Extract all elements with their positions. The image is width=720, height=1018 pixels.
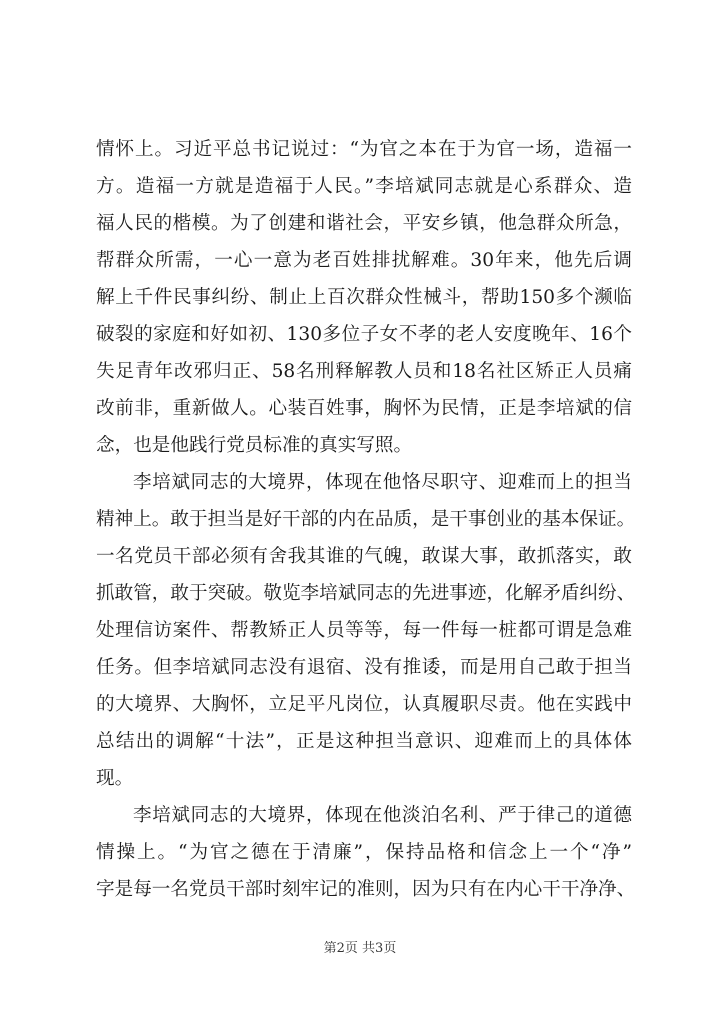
text-line: 字是每一名党员干部时刻牢记的准则，因为只有在内心干干净净、 — [96, 879, 636, 900]
document-body — [96, 136, 636, 913]
text-line: 方。造福一方就是造福于人民。”李培斌同志就是心系群众、造 — [96, 176, 632, 197]
text-line: 情操上。“为官之德在于清廉”，保持品格和信念上一个“净” — [96, 842, 632, 863]
text-line: 帮群众所需，一心一意为老百姓排扰解难。30年来，他先后调 — [96, 250, 632, 271]
text-line: 任务。但李培斌同志没有退宿、没有推诿，而是用自己敢于担当 — [96, 657, 632, 678]
text-line: 情怀上。习近平总书记说过：“为官之本在于为官一场，造福一 — [96, 139, 632, 160]
text-line: 的大境界、大胸怀，立足平凡岗位，认真履职尽责。他在实践中 — [96, 694, 632, 715]
text-line: 精神上。敢于担当是好干部的内在品质，是干事创业的基本保证。 — [96, 509, 636, 530]
text-line: 念，也是他践行党员标准的真实写照。 — [96, 435, 413, 456]
text-line: 总结出的调解“十法”，正是这种担当意识、迎难而上的具体体 — [96, 731, 632, 752]
text-line: 处理信访案件、帮教矫正人员等等，每一件每一桩都可谓是急难 — [96, 620, 632, 641]
text-line: 解上千件民事纠纷、制止上百次群众性械斗，帮助150多个濒临 — [96, 287, 632, 308]
text-line: 破裂的家庭和好如初、130多位子女不孝的老人安度晚年、16个 — [96, 324, 632, 345]
text-line: 改前非，重新做人。心装百姓事，胸怀为民情，正是李培斌的信 — [96, 398, 632, 419]
text-line: 失足青年改邪归正、58名刑释解教人员和18名社区矫正人员痛 — [96, 361, 632, 382]
paragraph-start-line: 李培斌同志的大境界，体现在他淡泊名利、严于律己的道德 — [133, 805, 632, 826]
text-line: 一名党员干部必须有舍我其谁的气魄，敢谋大事，敢抓落实，敢 — [96, 546, 632, 567]
text-line: 抓敢管，敢于突破。敬览李培斌同志的先进事迹，化解矛盾纠纷、 — [96, 583, 636, 604]
paragraph-start-line: 李培斌同志的大境界，体现在他恪尽职守、迎难而上的担当 — [133, 472, 632, 493]
text-line: 现。 — [96, 768, 134, 789]
page-number-footer: 第2页 共3页 — [323, 941, 397, 956]
text-line: 福人民的楷模。为了创建和谐社会，平安乡镇，他急群众所急， — [96, 213, 632, 234]
